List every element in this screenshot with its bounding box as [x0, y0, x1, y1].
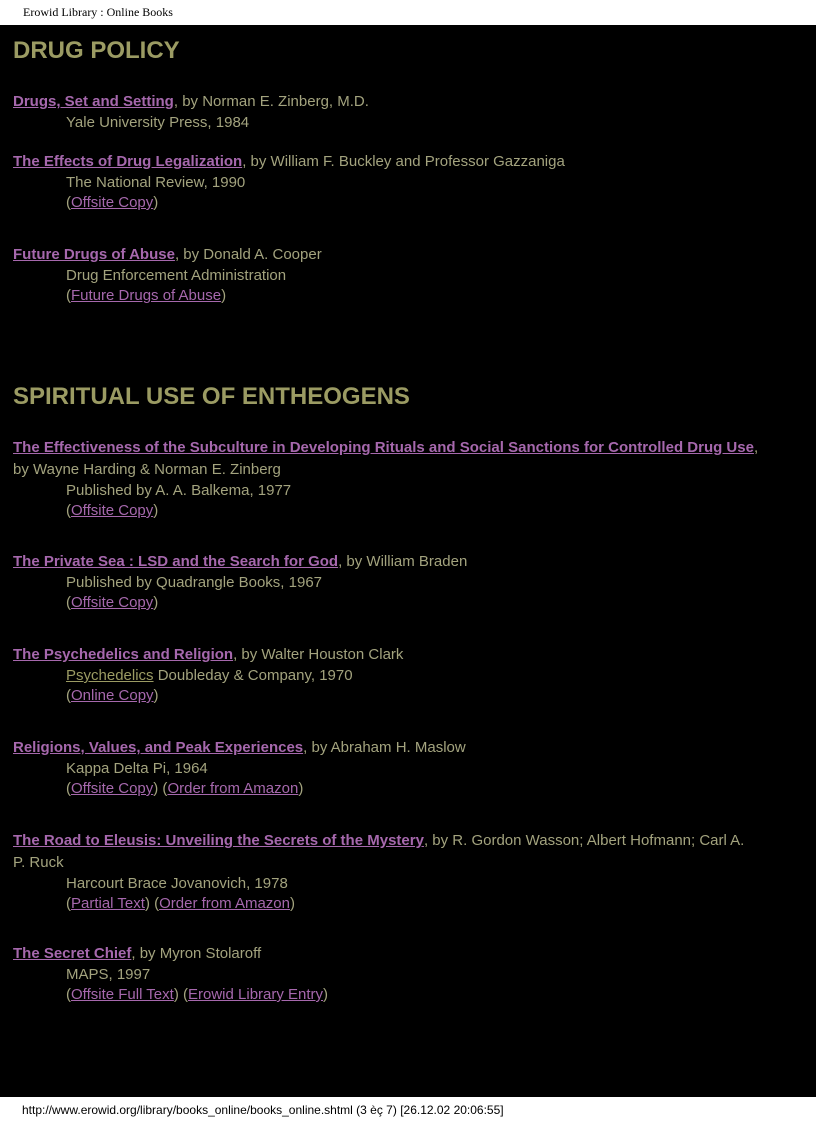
- book-links: (Offsite Full Text) (Erowid Library Entry): [66, 986, 329, 1003]
- book-author: , by William Braden: [338, 553, 468, 570]
- book-author: , by Myron Stolaroff: [131, 945, 262, 962]
- book-entry: [13, 151, 808, 213]
- book-entry: The Effectiveness of the Subculture in Developing Rituals and Social Sanctions for Controlled Drug Use, by Wayne Harding & Norman E. Zinberg Published by A. A. Balkema, 1977 (Offsite Copy): [13, 437, 808, 521]
- book-publisher: Psychedelics Doubleday & Company, 1970: [66, 667, 353, 684]
- print-footer: [0, 1097, 816, 1123]
- book-links: (Partial Text) (Order from Amazon): [66, 895, 295, 912]
- book-author: , by R. Gordon Wasson; Albert Hofmann; Carl A.: [423, 832, 745, 849]
- partial-text-link[interactable]: Partial Text: [71, 895, 145, 912]
- book-publisher: Published by A. A. Balkema, 1977: [66, 482, 292, 499]
- book-entry: [13, 737, 808, 799]
- book-entry: [13, 943, 808, 1005]
- book-author: by Wayne Harding & Norman E. Zinberg: [13, 461, 281, 478]
- offsite-copy-link[interactable]: Offsite Copy: [71, 502, 154, 519]
- book-title-link[interactable]: The Private Sea : LSD and the Search for God: [13, 553, 339, 570]
- book-author: , by Walter Houston Clark: [233, 646, 404, 663]
- print-footer-url: http://www.erowid.org/library/books_online/books_online.shtml (3 èç 7) [26.12.02 20:06:55]: [22, 1103, 504, 1117]
- erowid-library-entry-link[interactable]: Erowid Library Entry: [188, 986, 324, 1003]
- offsite-copy-link[interactable]: Offsite Copy: [71, 780, 154, 797]
- book-publisher: MAPS, 1997: [66, 966, 151, 983]
- book-entry: [13, 244, 808, 306]
- book-title-link[interactable]: Future Drugs of Abuse: [13, 246, 175, 263]
- book-title-link[interactable]: Drugs, Set and Setting: [13, 93, 174, 110]
- book-title-link[interactable]: The Psychedelics and Religion: [13, 646, 234, 663]
- offsite-copy-link[interactable]: Offsite Copy: [71, 594, 154, 611]
- print-header-title: Erowid Library : Online Books: [23, 5, 173, 19]
- book-links: (Offsite Copy): [66, 594, 159, 611]
- order-from-amazon-link[interactable]: Order from Amazon: [159, 895, 290, 912]
- future-drugs-link[interactable]: Future Drugs of Abuse: [71, 287, 222, 304]
- book-publisher: Drug Enforcement Administration: [66, 267, 287, 284]
- book-author-continued: P. Ruck: [13, 854, 64, 871]
- book-links: (Offsite Copy): [66, 194, 159, 211]
- book-author: , by Norman E. Zinberg, M.D.: [173, 93, 369, 110]
- book-publisher: Yale University Press, 1984: [66, 114, 250, 131]
- book-title-link[interactable]: The Effectiveness of the Subculture in Developing Rituals and Social Sanctions for Controlled Drug Use: [13, 439, 754, 456]
- book-author: , by William F. Buckley and Professor Gazzaniga: [242, 153, 565, 170]
- book-links: (Offsite Copy): [66, 502, 159, 519]
- section-title-drug-policy: DRUG POLICY: [13, 37, 180, 64]
- offsite-copy-link[interactable]: Offsite Copy: [71, 194, 154, 211]
- book-entry: [13, 830, 808, 914]
- book-links: (Future Drugs of Abuse): [66, 287, 227, 304]
- order-from-amazon-link[interactable]: Order from Amazon: [167, 780, 299, 797]
- book-links: (Online Copy): [66, 687, 159, 704]
- book-publisher: Kappa Delta Pi, 1964: [66, 760, 208, 777]
- page-content: [0, 25, 816, 1097]
- book-author: , by Abraham H. Maslow: [303, 739, 466, 756]
- book-title-link[interactable]: The Effects of Drug Legalization: [13, 153, 243, 170]
- book-title-link[interactable]: The Road to Eleusis: Unveiling the Secrets of the Mystery: [13, 832, 424, 849]
- book-entry: [13, 91, 808, 133]
- offsite-full-text-link[interactable]: Offsite Full Text: [71, 986, 174, 1003]
- book-publisher: Harcourt Brace Jovanovich, 1978: [66, 875, 288, 892]
- online-copy-link[interactable]: Online Copy: [71, 687, 154, 704]
- book-entry: [13, 551, 808, 613]
- section-title-spiritual-use: SPIRITUAL USE OF ENTHEOGENS: [13, 383, 410, 410]
- print-header: [0, 0, 816, 25]
- book-title-link[interactable]: The Secret Chief: [13, 945, 132, 962]
- book-entry: [13, 644, 808, 706]
- book-publisher: Published by Quadrangle Books, 1967: [66, 574, 323, 591]
- psychedelics-link[interactable]: Psychedelics: [66, 667, 154, 684]
- book-links: (Offsite Copy) (Order from Amazon): [66, 780, 304, 797]
- book-title-link[interactable]: Religions, Values, and Peak Experiences: [13, 739, 304, 756]
- book-publisher: The National Review, 1990: [66, 174, 246, 191]
- book-author: , by Donald A. Cooper: [174, 246, 322, 263]
